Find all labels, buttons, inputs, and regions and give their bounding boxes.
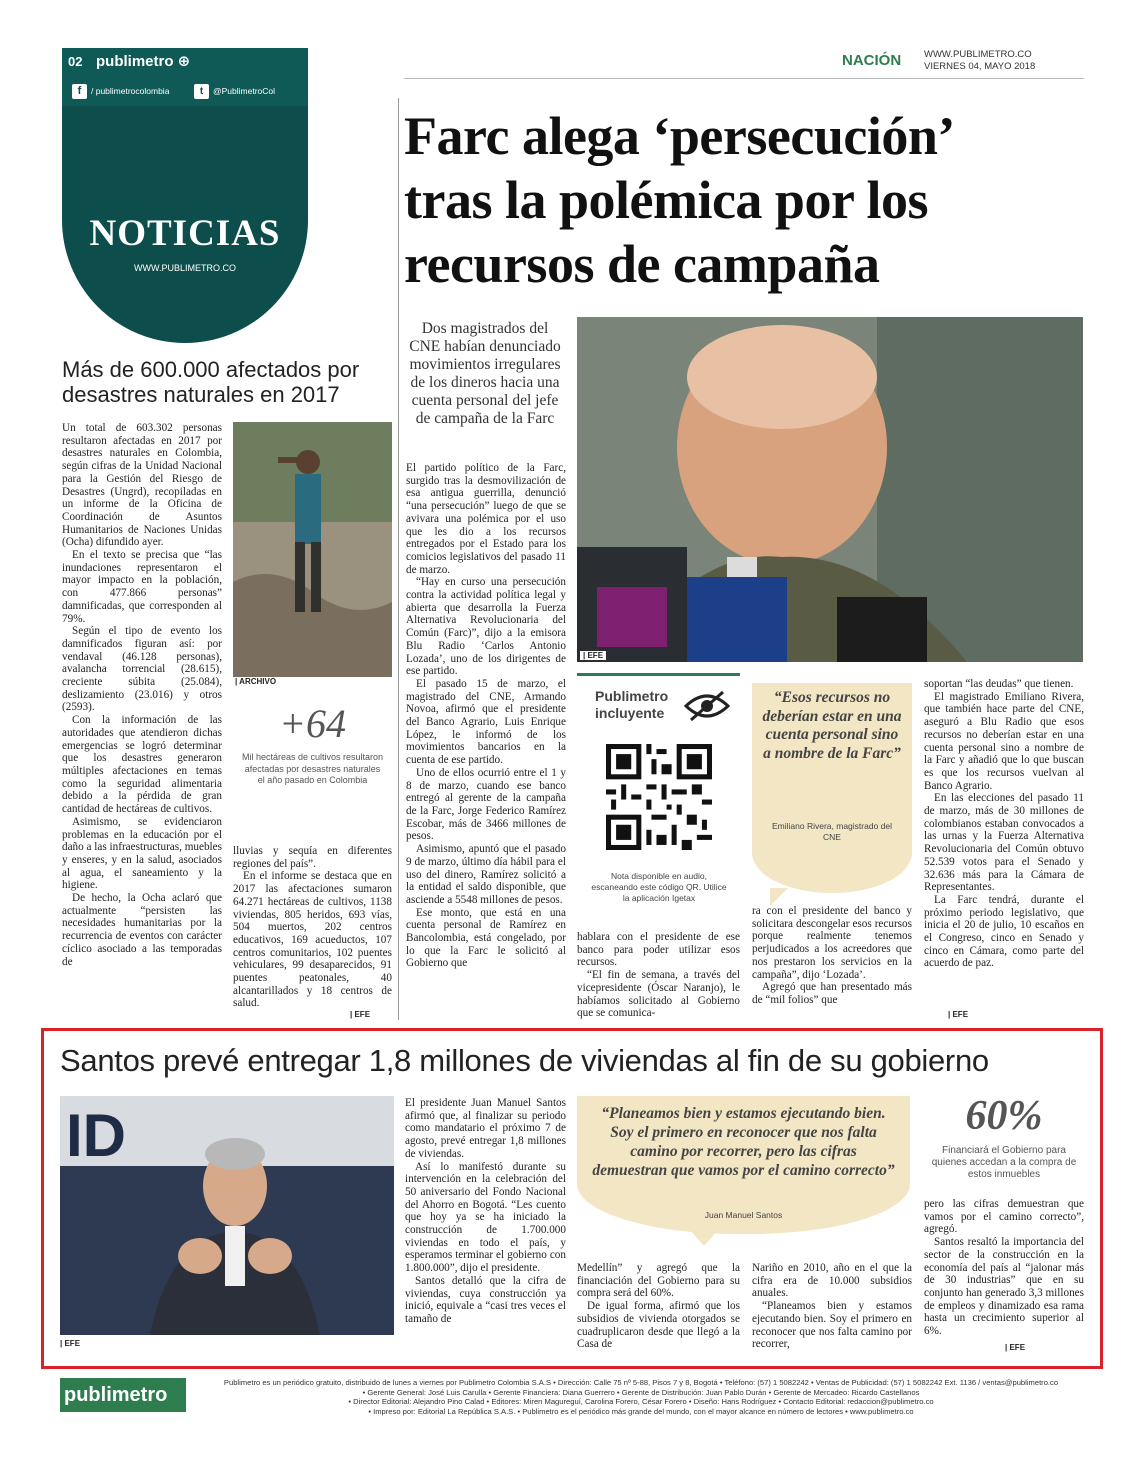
bottom-body-col2 bbox=[577, 1262, 740, 1351]
paragraph: “Hay en curso una persecución contra la actividad política legal y abierta que desarrolla la Fuerza Alternativa Revolucionaria del Común (Farc)”, dijo a la emisora Blu Radio ‘Carlos Antonio Lozada’, uno de los dirigentes de ese partido. bbox=[406, 576, 566, 678]
paragraph: Un total de 603.302 personas resultaron afectadas en 2017 por desastres naturales en Colombia, según cifras de la Unidad Nacional para la Gestión del Riesgo de Desastres (Ungrd), recopiladas en un informe de la Oficina de Coordinación de Asuntos Humanitarios de Naciones Unidas (Ocha) difundido ayer. bbox=[62, 422, 222, 549]
bottom-quote-text: “Planeamos bien y estamos ejecutando bien. Soy el primero en reconocer que nos falta camino por recorrer, pero las cifras demuestran que vamos por el camino correcto” bbox=[592, 1105, 895, 1179]
header-rule bbox=[404, 78, 1084, 79]
paragraph: Uno de ellos ocurrió entre el 1 y 8 de marzo, cuando ese banco entregó al gerente de la campaña de la Farc, Jorge Federico Ramírez Escobar, más de 3466 millones de pesos. bbox=[406, 766, 566, 843]
left-end-credit-text: EFE bbox=[354, 1010, 371, 1019]
noticias-banner bbox=[62, 48, 308, 343]
main-end-credit-text: EFE bbox=[952, 1010, 969, 1019]
paragraph: Con la información de las autoridades que atendieron dichas emergencias se logró determinar que los desastres generaron múltiples afectaciones en temas como la seguridad alimentaria debido a la pérdida de gran cantidad de hectáreas de cultivos. bbox=[62, 714, 222, 816]
header-date: VIERNES 04, MAYO 2018 bbox=[924, 61, 1036, 72]
credit-bar: | bbox=[235, 677, 240, 686]
main-body-col1 bbox=[406, 462, 566, 970]
section-label: NACIÓN bbox=[842, 52, 902, 69]
inclusive-note: Nota disponible en audio, escaneando este código QR. Utilice la aplicación Igetax bbox=[591, 871, 727, 903]
section-badge: NOTICIAS bbox=[89, 213, 281, 254]
paragraph: “El fin de semana, a través del vicepresidente (Óscar Naranjo), le habíamos solicitado al Gobierno que se comunica- bbox=[577, 969, 740, 1020]
main-body-col2 bbox=[577, 931, 740, 1020]
left-body-col2 bbox=[233, 845, 392, 1010]
paragraph: El pasado 15 de marzo, el magistrado del CNE, Armando Novoa, afirmó que el presidente del Banco Agrario, Luis Enrique López, le informó de los movimientos bancarios en la cuenta de ese partido. bbox=[406, 677, 566, 767]
footer-line: • Director Editorial: Alejandro Pino Calad • Editores: Miren Magureguí, Carolina Forero, César Forero • Diseño: Hans Rodríguez • Contacto Editorial: redaccion@publimetro.co bbox=[348, 1397, 934, 1407]
left-stat-caption: Mil hectáreas de cultivos resultaron afectadas por desastres naturales el año pasado en Colombia bbox=[241, 752, 384, 785]
paragraph: Medellín” y agregó que la financiación del Gobierno para su compra será del 60%. bbox=[577, 1262, 740, 1300]
bottom-body-col1 bbox=[405, 1097, 566, 1326]
paragraph: ra con el presidente del banco y solicitara descongelar esos recursos porque realmente tenemos perjudicados a los acreedores que nos prestaron los servicios en la campaña”, dijo ‘Lozada’. bbox=[752, 905, 912, 981]
paragraph: “Planeamos bien y estamos ejecutando bien. Soy el primero en reconocer que nos falta camino por recorrer, bbox=[752, 1300, 912, 1351]
paragraph: La Farc tendrá, durante el próximo periodo legislativo, que inicia el 20 de julio, 10 escaños en el Congreso, cinco en Senado y cinco en Cámara, como parte del acuerdo de paz. bbox=[924, 893, 1084, 970]
main-quote-text: “Esos recursos no deberían estar en una cuenta personal sino a nombre de la Farc” bbox=[762, 689, 902, 762]
inclusive-title-line: Publimetro bbox=[595, 688, 669, 704]
bottom-photo-credit-text: EFE bbox=[64, 1339, 81, 1348]
paragraph: En el texto se precisa que “las inundaciones representaron el mayor impacto en la población, con 477.866 personas” damnificadas, que corresponden al 79%. bbox=[62, 549, 222, 625]
left-photo-credit-text: ARCHIVO bbox=[239, 677, 277, 686]
paragraph: El partido político de la Farc, surgido tras la desmovilización de esa antigua guerrilla, denunció “una persecución” luego de que se avivara una polémica por el uso que les dio a los recursos entregados por el Estado para los comicios legislativos del pasado 11 de marzo. bbox=[406, 462, 566, 576]
brand-logo-text: publimetro bbox=[96, 53, 174, 70]
inclusive-box bbox=[577, 673, 740, 907]
header-url: WWW.PUBLIMETRO.CO bbox=[924, 49, 1032, 60]
footer-imprint bbox=[196, 1378, 1086, 1416]
bottom-quote-box bbox=[577, 1096, 910, 1234]
paragraph: De igual forma, afirmó que los subsidios de vivienda otorgados se cuadruplicaron desde que llegó a la Casa de bbox=[577, 1300, 740, 1351]
twitter-icon[interactable]: t bbox=[194, 84, 209, 99]
credit-bar: | bbox=[60, 1339, 65, 1348]
main-headline-line: Farc alega ‘persecución’ bbox=[404, 106, 955, 166]
paragraph: Según el tipo de evento los damnificados figuran así: por vendaval (46.128 personas), avalancha torrencial (28.615), creciente súbita (25.084), deslizamiento (23.016) y otros (2593). bbox=[62, 625, 222, 714]
paragraph: Ese monto, que está en una cuenta personal de Ramírez en Bancolombia, está congelado, por lo que la Farc le solicitó al Gobierno que bbox=[406, 906, 566, 970]
main-headline-line: recursos de campaña bbox=[404, 234, 880, 294]
credit-bar: | bbox=[350, 1010, 355, 1019]
main-end-credit bbox=[948, 1010, 968, 1019]
paragraph: En el informe se destaca que en 2017 las afectaciones sumaron 64.271 hectáreas de cultivos, 1138 viviendas, 805 heridos, 693 vías, 504 muertos, 202 centros educativos, 169 acueductos, 107 centros comunitarios, 102 puentes vehiculares, 99 desaparecidos, 91 puentes peatonales, 40 alcantarillados y 18 centros de salud. bbox=[233, 870, 392, 1010]
paragraph: Asimismo, apuntó que el pasado 9 de marzo, último día hábil para el uso del dinero, Ramírez solicitó a la entidad el saldo disponible, que asciende a 5548 millones de pesos. bbox=[406, 843, 566, 906]
main-headline-line: tras la polémica por los bbox=[404, 170, 928, 230]
paragraph: Santos detalló que la cifra de viviendas, cuya construcción ya inició, equivale a “casi tres veces el tamaño de bbox=[405, 1274, 566, 1325]
paragraph: Nariño en 2010, año en el que la cifra era de 10.000 subsidios anuales. bbox=[752, 1262, 912, 1300]
santos-speaking-image bbox=[60, 1096, 394, 1335]
paragraph: Asimismo, se evidenciaron problemas en la educación por el daño a las infraestructuras, muebles y enseres, y en la salud, asociados al agua, el saneamiento y la higiene. bbox=[62, 815, 222, 892]
paragraph: hablara con el presidente de ese banco para poder utilizar esos recursos. bbox=[577, 931, 740, 969]
paragraph: En las elecciones del pasado 11 de marzo, más de 30 millones de colombianos estaban convocados a las urnas y la Fuerza Alternativa Revolucionaria del Común obtuvo 52.539 votos para el Senado y 32.636 más para la Cámara de Representantes. bbox=[924, 792, 1084, 894]
main-headline bbox=[404, 104, 1094, 296]
main-quote-box bbox=[752, 683, 912, 893]
left-photo-credit bbox=[235, 677, 276, 686]
politician-at-press-conference-image bbox=[577, 317, 1083, 662]
paragraph: Así lo manifestó durante su intervención en la celebración del 50 aniversario del Fondo Nacional del Ahorro en Bogotá. “Les cuento que hoy ya se ha iniciado la construcción de 1.700.000 viviendas en todo el país, y esperamos terminar el gobierno con 1.800.000”, dijo el presidente. bbox=[405, 1160, 566, 1275]
footer-line: • Gerente General: José Luis Carulla • Gerente Financiera: Diana Guerrero • Gerente de Distribución: Juan Pablo Durán • Gerente de Mercadeo: Ricardo Castellanos bbox=[362, 1387, 920, 1397]
bottom-headline: Santos prevé entregar 1,8 millones de viviendas al fin de su gobierno bbox=[60, 1043, 989, 1078]
bottom-quote-pointer bbox=[690, 1230, 718, 1246]
main-quote-pointer bbox=[770, 888, 788, 906]
facebook-icon[interactable]: f bbox=[72, 84, 87, 99]
main-photo-credit-text: EFE bbox=[587, 651, 604, 660]
bottom-end-credit bbox=[1005, 1343, 1025, 1352]
page-number: 02 bbox=[68, 54, 83, 69]
main-quote-author: Emiliano Rivera, magistrado del CNE bbox=[772, 821, 892, 842]
brand-logo bbox=[96, 52, 190, 70]
paragraph: pero las cifras demuestran que vamos por el camino correcto”, agregó. bbox=[924, 1198, 1084, 1236]
footer-line: • Impreso por: Editorial La República S.A.S. • Publimetro es el periódico más grande del mundo, con el mayor alcance en número de lectores • www.publimetro.co bbox=[368, 1406, 914, 1416]
paragraph: Santos resaltó la importancia del sector de la construcción en la economía del país al “jalonar más de 30 industrias” que en su conjunto han generado 3,3 millones de empleos y dinamizado esa rama hasta un crecimiento superior al 6%. bbox=[924, 1236, 1085, 1338]
footer-logo bbox=[60, 1378, 186, 1440]
twitter-handle[interactable]: @PublimetroCol bbox=[213, 86, 276, 96]
main-photo-credit bbox=[580, 651, 606, 660]
paragraph: El magistrado Emiliano Rivera, que también hace parte del CNE, aseguró a Blu Radio que esos recursos no deberían estar en una cuenta personal sino a nombre de la Farc y añadió que lo que buscan es que los recursos vuelvan al Banco Agrario. bbox=[924, 690, 1084, 792]
credit-bar: | bbox=[1005, 1343, 1010, 1352]
globe-icon: ⊕ bbox=[64, 1418, 81, 1440]
credit-bar: | bbox=[583, 651, 588, 660]
bottom-body-col4 bbox=[924, 1198, 1084, 1338]
paragraph: soportan “las deudas” que tienen. bbox=[924, 678, 1074, 690]
inclusive-title bbox=[595, 688, 668, 722]
bottom-end-credit-text: EFE bbox=[1009, 1343, 1026, 1352]
bottom-body-col3 bbox=[752, 1262, 912, 1351]
left-body-col1 bbox=[62, 422, 222, 968]
main-body-col4 bbox=[924, 678, 1084, 970]
svg-text:ID: ID bbox=[66, 1102, 126, 1169]
paragraph: De hecho, la Ocha aclaró que actualmente “persisten las necesidades humanitarias por la recurrencia de eventos con carácter cíclico asociado a las temporadas de bbox=[62, 892, 222, 968]
paragraph: Agregó que han presentado más de “mil folios” que bbox=[752, 981, 912, 1006]
left-end-credit bbox=[350, 1010, 370, 1019]
qr-code[interactable] bbox=[606, 744, 712, 850]
bottom-photo-credit bbox=[60, 1339, 80, 1348]
left-photo bbox=[233, 422, 392, 677]
paragraph: lluvias y sequía en diferentes regiones del país”. bbox=[233, 845, 392, 870]
bottom-stat-caption: Financiará el Gobierno para quienes accedan a la compra de estos inmuebles bbox=[931, 1145, 1077, 1180]
main-photo bbox=[577, 317, 1083, 662]
footer-line: Publimetro es un periódico gratuito, distribuido de lunes a viernes por Publimetro Colombia S.A.S • Dirección: Calle 75 nº 5-88, Pisos 7 y 8, Bogotá • Teléfono: (57) 1 5082242 • Ventas de Publicidad: (57) 1 5082242 Ext. 1136 / ventas@publimetro.co bbox=[223, 1378, 1059, 1387]
main-body-col3 bbox=[752, 905, 912, 1007]
paragraph: El presidente Juan Manuel Santos afirmó que, al finalizar su periodo como mandatario el próximo 7 de agosto, prevé entregar 1,8 millones de viviendas. bbox=[405, 1097, 566, 1160]
footer-logo-text: publimetro bbox=[64, 1384, 168, 1406]
bottom-stat: 60% bbox=[965, 1093, 1043, 1139]
bottom-photo bbox=[60, 1096, 394, 1335]
flood-victim-image bbox=[233, 422, 392, 677]
main-deck: Dos magistrados del CNE habían denunciado movimientos irregulares de los dineros hacia una cuenta personal del jefe de campaña de la Farc bbox=[409, 320, 561, 427]
eye-crossed-icon bbox=[683, 688, 731, 724]
left-headline: Más de 600.000 afectados por desastres naturales en 2017 bbox=[62, 357, 360, 407]
facebook-handle[interactable]: / publimetrocolombia bbox=[91, 86, 170, 96]
column-divider bbox=[398, 98, 399, 1020]
bottom-quote-author: Juan Manuel Santos bbox=[704, 1210, 783, 1220]
globe-icon: ⊕ bbox=[177, 53, 191, 70]
credit-bar: | bbox=[948, 1010, 953, 1019]
badge-url: WWW.PUBLIMETRO.CO bbox=[134, 263, 236, 273]
inclusive-title-line: incluyente bbox=[595, 705, 665, 721]
left-stat: +64 bbox=[279, 701, 346, 746]
